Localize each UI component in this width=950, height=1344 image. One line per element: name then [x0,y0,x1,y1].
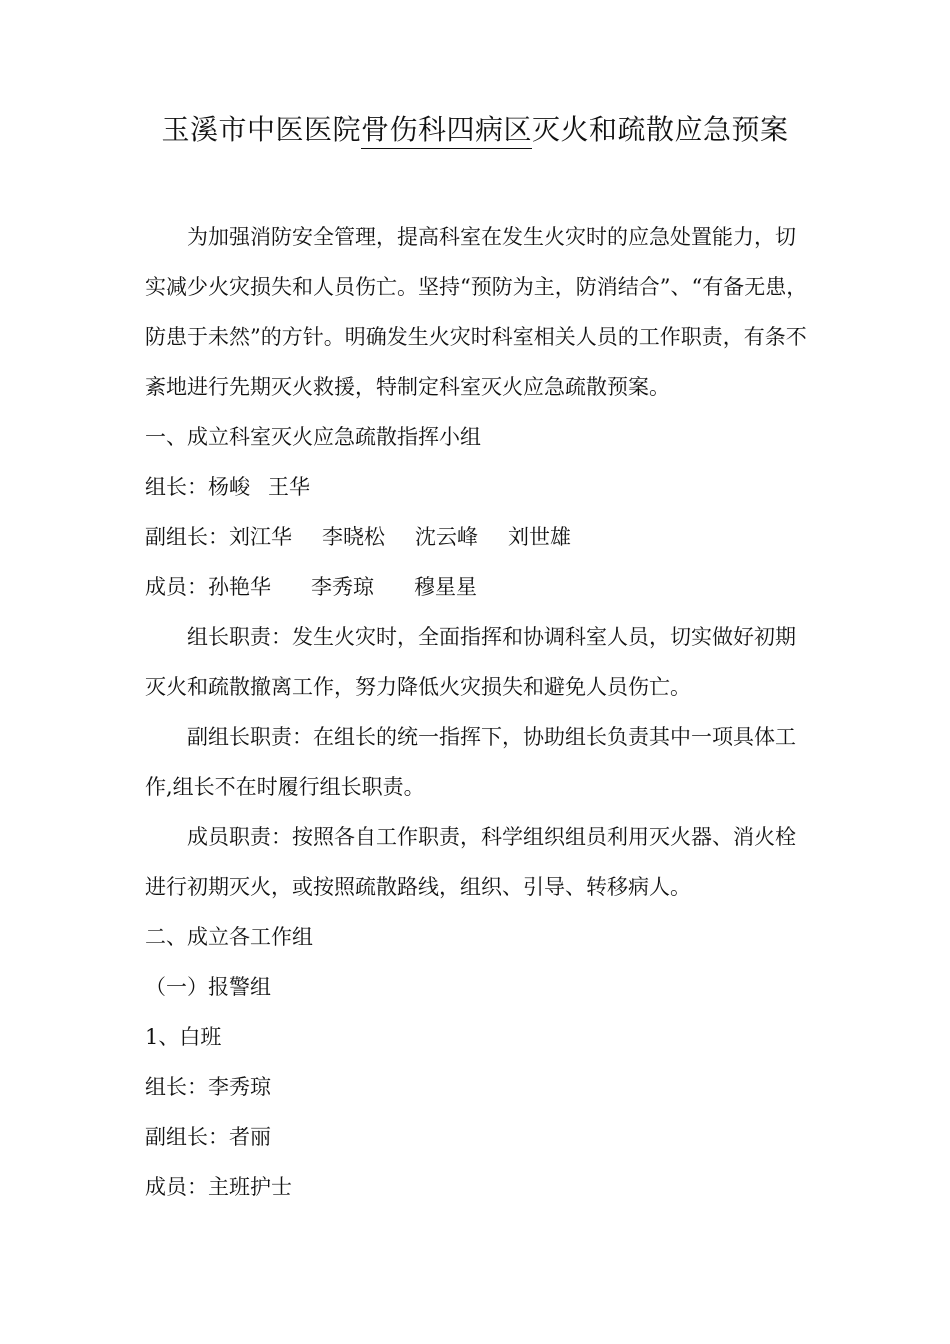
member-duty-paragraph: 成员职责：按照各自工作职责，科学组织组员利用灭火器、消火栓进行初期灭火，或按照疏散路线，组织、引导、转移病人。 [145,825,796,899]
deputy-name: 刘世雄 [508,525,571,549]
leader-name: 王华 [268,475,310,499]
leaders-line [145,462,809,512]
title-underlined-department: 骨伤科四病区 [361,113,532,149]
members-line [145,562,809,612]
alarm-deputy-line: 副组长：者丽 [145,1125,271,1149]
deputy-name: 刘江华 [229,525,292,549]
member-name: 李秀琼 [311,575,374,599]
shift-day: 1、白班 [145,1025,222,1049]
section2-heading: 二、成立各工作组 [145,925,313,949]
member-name: 孙艳华 [208,575,271,599]
leader-name: 杨峻 [208,475,250,499]
section1-heading: 一、成立科室灭火应急疏散指挥小组 [145,425,481,449]
title-suffix: 灭火和疏散应急预案 [532,113,789,146]
members-label: 成员： [145,575,208,599]
leader-duty-paragraph: 组长职责：发生火灾时，全面指挥和协调科室人员，切实做好初期灭火和疏散撤离工作，努力降低火灾损失和避免人员伤亡。 [145,625,796,699]
deputy-name: 李晓松 [322,525,385,549]
title-prefix: 玉溪市中医医院 [161,113,361,146]
deputy-duty-paragraph: 副组长职责：在组长的统一指挥下，协助组长负责其中一项具体工作,组长不在时履行组长职责。 [145,725,796,799]
alarm-members-line: 成员：主班护士 [145,1175,292,1199]
alarm-leader-line: 组长：李秀琼 [145,1075,271,1099]
deputy-name: 沈云峰 [415,525,478,549]
leader-label: 组长： [145,475,208,499]
intro-paragraph: 为加强消防安全管理，提高科室在发生火灾时的应急处置能力，切实减少火灾损失和人员伤亡。坚持“预防为主，防消结合”、“有备无患，防患于未然”的方针。明确发生火灾时科室相关人员的工作职责，有条不紊地进行先期灭火救援，特制定科室灭火应急疏散预案。 [145,225,808,399]
document-title [0,108,950,152]
document-body [145,212,809,1212]
subsection-alarm-group: （一）报警组 [145,975,271,999]
member-name: 穆星星 [414,575,477,599]
deputy-label: 副组长： [145,525,229,549]
deputies-line [145,512,809,562]
